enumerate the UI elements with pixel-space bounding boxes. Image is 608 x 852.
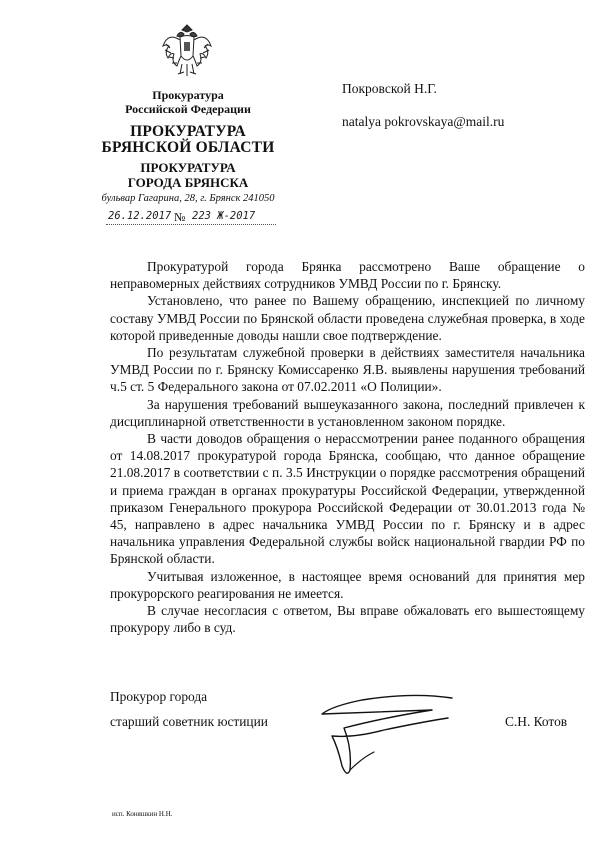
address: бульвар Гагарина, 28, г. Брянск 241050	[101, 193, 275, 204]
region-line-2: БРЯНСКОЙ ОБЛАСТИ	[101, 139, 275, 156]
city-line-2: ГОРОДА БРЯНСКА	[127, 175, 249, 190]
body-paragraph: Учитывая изложенное, в настоящее время оснований для принятия мер прокурорского реагирования не имеется.	[110, 568, 585, 601]
org-line-2: Российской Федерации	[125, 102, 251, 116]
signer-position-line-2: старший советник юстиции	[110, 714, 268, 729]
body-paragraph: По результатам служебной проверки в действиях заместителя начальника УМВД России по г. Брянску Комиссаренко Я.В. выявлены нарушения требований ч.5 ст. 5 Федерального закона от 07.02.2011 «О Полиции».	[110, 345, 585, 395]
org-line-1: Прокуратура	[152, 88, 224, 102]
body-paragraph: В случае несогласия с ответом, Вы вправе обжаловать его вышестоящему прокурору либо в суд.	[110, 603, 585, 636]
handwritten-signature	[292, 678, 492, 788]
body-paragraph: За нарушения требований вышеуказанного закона, последний привлечен к дисциплинарной ответственности в установленном законом порядке.	[110, 396, 585, 429]
body-paragraph: Прокуратурой города Брянка рассмотрено Ваше обращение о неправомерных действиях сотрудников УМВД России по г. Брянску.	[110, 259, 585, 292]
recipient-name: Покровской Н.Г.	[342, 81, 437, 96]
coat-of-arms-emblem	[160, 22, 214, 80]
letter-body	[110, 258, 585, 636]
body-paragraph: Установлено, что ранее по Вашему обращению, инспекцией по личному составу УМВД России по Брянской области проведена служебная проверка, в ходе которой приведенные доводы нашли свое подтверждение.	[110, 293, 585, 343]
registration-line	[96, 210, 280, 226]
reg-underline	[106, 224, 276, 225]
city-line-1: ПРОКУРАТУРА	[140, 160, 236, 175]
region-line-1: ПРОКУРАТУРА	[130, 123, 246, 140]
signer-position-line-1: Прокурор города	[110, 689, 208, 704]
executor-note: исп. Коняшкин Н.Н.	[112, 810, 173, 818]
reg-number: 223 Ж-2017	[192, 210, 256, 222]
reg-date: 26.12.2017	[108, 210, 172, 222]
reg-number-sign: №	[174, 210, 186, 224]
signer-name: С.Н. Котов	[505, 714, 568, 729]
body-paragraph: В части доводов обращения о нерассмотрении ранее поданного обращения от 14.08.2017 прокуратурой города Брянска, сообщаю, что данное обращение 21.08.2017 в соответствии с п. 3.5 Инструкции о порядке рассмотрения обращений и приема граждан в органах прокуратуры Российской Федерации, утвержденной приказом Генерального прокурора Российской Федерации от 30.01.2013 года № 45, направлено в адрес начальника УМВД России по г. Брянску и в адрес начальника управления Федеральной службы войск национальной гвардии РФ по Брянской области.	[110, 431, 585, 567]
recipient-email[interactable]: natalya pokrovskaya@mail.ru	[342, 114, 505, 129]
